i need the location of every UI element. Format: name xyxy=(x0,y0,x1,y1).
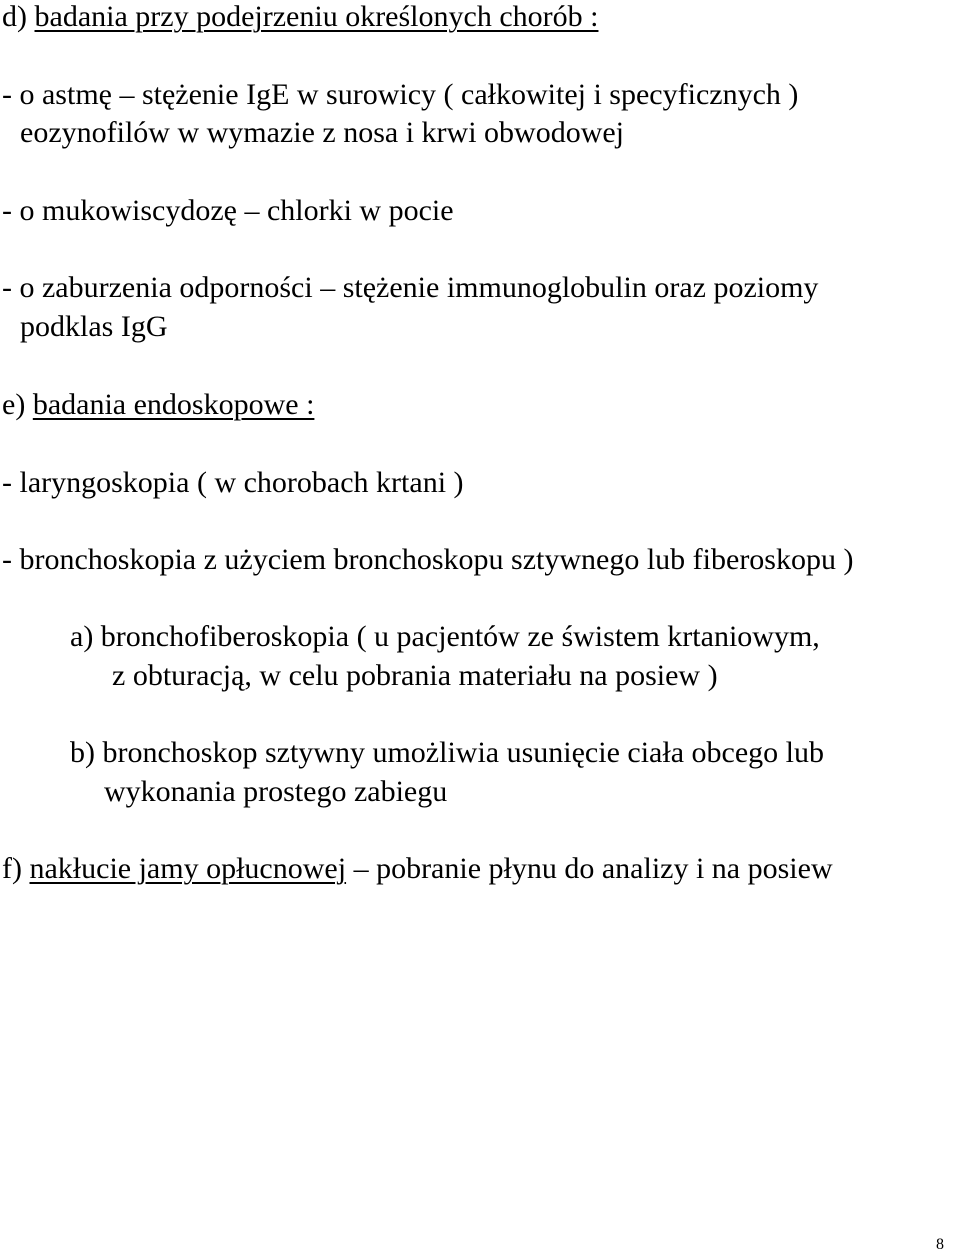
item-a-line-2: z obturacją, w celu pobrania materiału na posiew ) xyxy=(112,659,718,692)
section-e-label: e) xyxy=(2,388,26,421)
laryngoscopy-line: - laryngoskopia ( w chorobach krtani ) xyxy=(2,466,464,499)
section-e-title: badania endoskopowe : xyxy=(32,388,315,421)
immune-line-2: podklas IgG xyxy=(20,310,168,343)
immune-line-1: - o zaburzenia odporności – stężenie immunoglobulin oraz poziomy xyxy=(2,271,819,304)
section-f-title: nakłucie jamy opłucnowej xyxy=(29,852,347,885)
asthma-line-1: - o astmę – stężenie IgE w surowicy ( całkowitej i specyficznych ) xyxy=(2,78,799,111)
cf-line: - o mukowiscydozę – chlorki w pocie xyxy=(2,194,454,227)
section-d-title: badania przy podejrzeniu określonych chorób : xyxy=(34,0,599,33)
bronchoscopy-line: - bronchoskopia z użyciem bronchoskopu sztywnego lub fiberoskopu ) xyxy=(2,543,854,576)
page-number: 8 xyxy=(936,1236,944,1253)
asthma-line-2: eozynofilów w wymazie z nosa i krwi obwodowej xyxy=(20,116,625,149)
section-d-heading xyxy=(2,0,598,35)
section-f-heading xyxy=(2,851,833,887)
item-a-line-1: a) bronchofiberoskopia ( u pacjentów ze świstem krtaniowym, xyxy=(70,620,820,653)
section-f-label: f) xyxy=(2,852,22,885)
section-f-rest: – pobranie płynu do analizy i na posiew xyxy=(353,852,833,885)
section-d-label: d) xyxy=(2,0,27,33)
section-e-heading xyxy=(2,387,314,423)
item-b-line-1: b) bronchoskop sztywny umożliwia usunięcie ciała obcego lub xyxy=(70,736,824,769)
item-b-line-2: wykonania prostego zabiegu xyxy=(104,775,448,808)
